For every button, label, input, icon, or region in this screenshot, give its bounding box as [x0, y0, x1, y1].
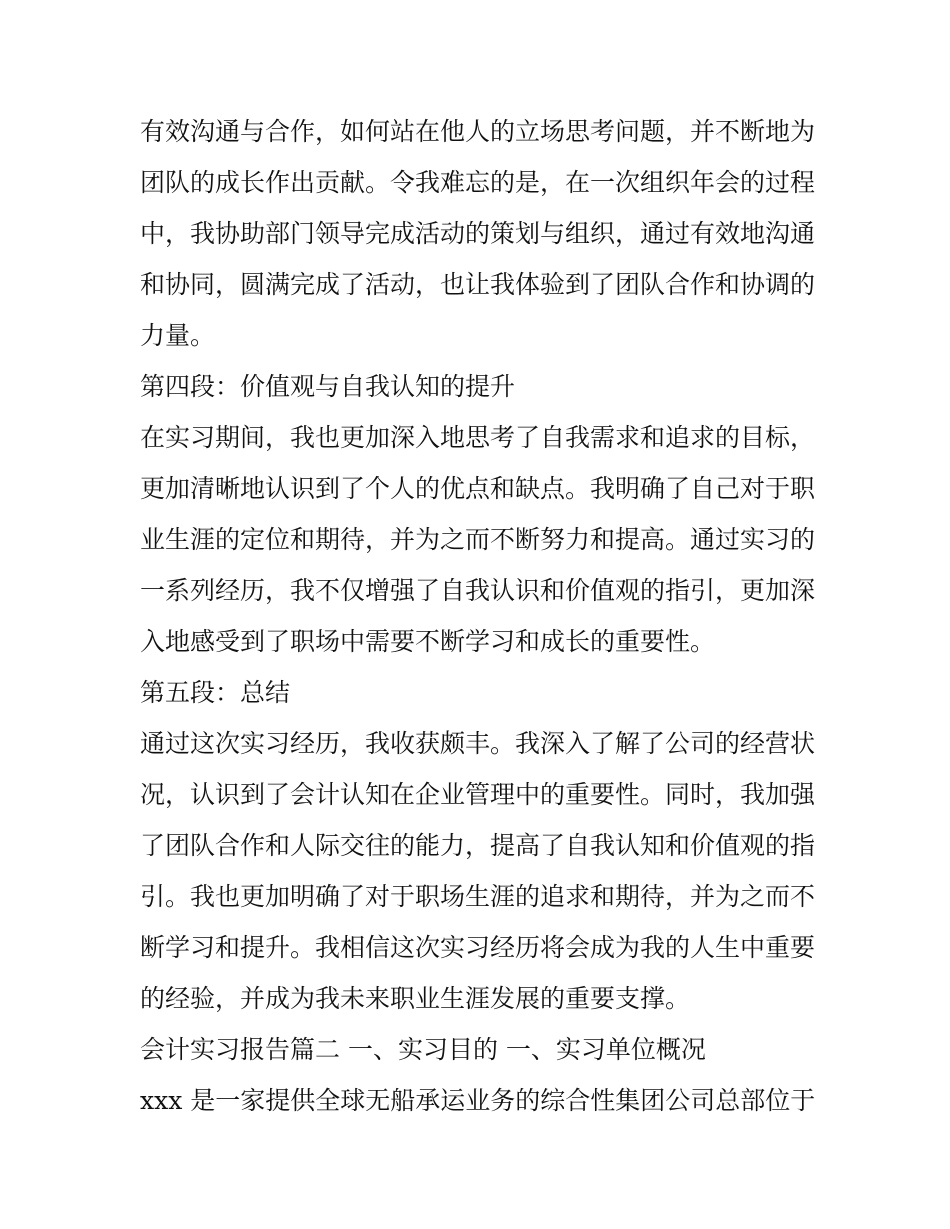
paragraph-summary	[140, 718, 820, 1024]
paragraph-line: 了团队合作和人际交往的能力，提高了自我认知和价值观的指	[140, 831, 816, 860]
paragraph-line: 引。我也更加明确了对于职场生涯的追求和期待，并为之而不	[140, 882, 816, 911]
paragraph-line: 业生涯的定位和期待，并为之而不断努力和提高。通过实习的	[140, 525, 816, 554]
paragraph-line: 况，认识到了会计认知在企业管理中的重要性。同时，我加强	[140, 780, 816, 809]
paragraph-line: 有效沟通与合作，如何站在他人的立场思考问题，并不断地为	[140, 117, 816, 146]
section-heading-5: 第五段：总结	[140, 678, 291, 707]
paragraph-line: 的经验，并成为我未来职业生涯发展的重要支撑。	[140, 984, 691, 1013]
paragraph-line: 更加清晰地认识到了个人的优点和缺点。我明确了自己对于职	[140, 474, 816, 503]
paragraph-values	[140, 412, 820, 667]
section-heading-4: 第四段：价值观与自我认知的提升	[140, 372, 516, 401]
paragraph-line: 通过这次实习经历，我收获颇丰。我深入了解了公司的经营状	[140, 729, 816, 758]
paragraph-line: 团队的成长作出贡献。令我难忘的是，在一次组织年会的过程	[140, 168, 816, 197]
paragraph-line: 一系列经历，我不仅增强了自我认识和价值观的指引，更加深	[140, 576, 816, 605]
paragraph-company-overview	[140, 1075, 820, 1126]
paragraph-line: xxx 是一家提供全球无船承运业务的综合性集团公司总部位于	[140, 1086, 816, 1115]
report-two-heading: 会计实习报告篇二 一、实习目的 一、实习单位概况	[140, 1035, 706, 1064]
paragraph-line: 断学习和提升。我相信这次实习经历将会成为我的人生中重要	[140, 933, 816, 962]
paragraph-teamwork	[140, 106, 820, 361]
paragraph-line: 力量。	[140, 321, 216, 350]
paragraph-line: 和协同，圆满完成了活动，也让我体验到了团队合作和协调的	[140, 270, 816, 299]
paragraph-line: 中，我协助部门领导完成活动的策划与组织，通过有效地沟通	[140, 219, 816, 248]
paragraph-line: 入地感受到了职场中需要不断学习和成长的重要性。	[140, 627, 716, 656]
paragraph-line: 在实习期间，我也更加深入地思考了自我需求和追求的目标，	[140, 423, 816, 452]
document-body	[140, 106, 820, 1126]
